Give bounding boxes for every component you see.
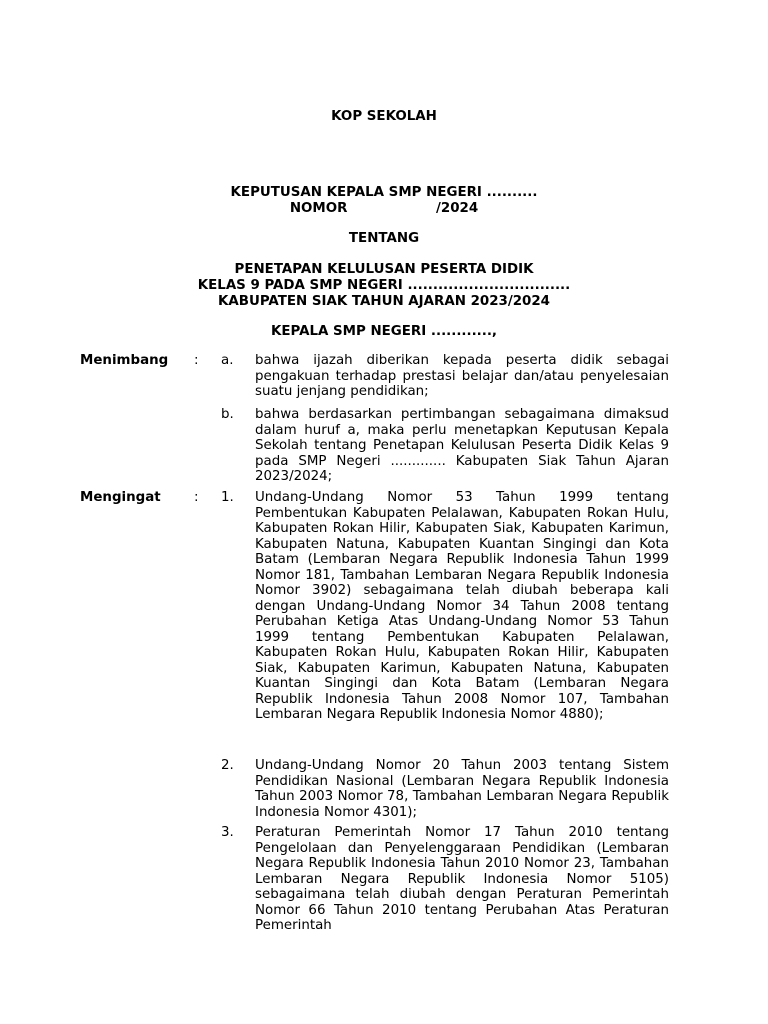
recalling-item-3-text: Peraturan Pemerintah Nomor 17 Tahun 2010 tentang Pengelolaan dan Penyelenggaraan Pendidikan (Lembaran Negara Republik Indonesia Tahun 2010 Nomor 23, Tambahan Lembaran Negara Republik Indonesia Nomor 5105) sebagaimana telah diubah dengan Peraturan Pemerintah Nomor 66 Tahun 2010 tentang Perubahan Atas Peraturan Pemerintah [255,825,669,933]
considering-item-a-marker: a. [221,353,234,368]
decree-subject-line2: KELAS 9 PADA SMP NEGERI ................................ [197,278,571,293]
considering-label: Menimbang [80,353,169,368]
decree-issuer: KEPALA SMP NEGERI ............, [270,324,498,339]
letterhead: KOP SEKOLAH [331,109,437,124]
decree-subject-line3: KABUPATEN SIAK TAHUN AJARAN 2023/2024 [218,294,550,309]
considering-item-b-marker: b. [221,407,234,422]
recalling-item-1-text: Undang-Undang Nomor 53 Tahun 1999 tentang Pembentukan Kabupaten Pelalawan, Kabupaten Rokan Hulu, Kabupaten Rokan Hilir, Kabupaten Siak, Kabupaten Karimun, Kabupaten Natuna, Kabupaten Kuantan Singingi dan Kota Batam (Lembaran Negara Republik Indonesia Tahun 1999 Nomor 181, Tambahan Lembaran Negara Republik Indonesia Nomor 3902) sebagaimana telah diubah beberapa kali dengan Undang-Undang Nomor 34 Tahun 2008 tentang Perubahan Ketiga Atas Undang-Undang Nomor 53 Tahun 1999 tentang Pembentukan Kabupaten Pelalawan, Kabupaten Rokan Hulu, Kabupaten Rokan Hilir, Kabupaten Siak, Kabupaten Karimun, Kabupaten Natuna, Kabupaten Kuantan Singingi dan Kota Batam (Lembaran Negara Republik Indonesia Tahun 2008 Nomor 107, Tambahan Lembaran Negara Republik Indonesia Nomor 4880); [255,490,669,722]
recalling-label: Mengingat [80,490,161,505]
considering-item-a-text: bahwa ijazah diberikan kepada peserta didik sebagai pengakuan terhadap prestasi belajar dan/atau penyelesaian suatu jenjang pendidikan; [255,353,669,399]
decree-title: KEPUTUSAN KEPALA SMP NEGERI .......... [230,185,538,200]
considering-colon: : [194,353,199,368]
considering-item-b-text: bahwa berdasarkan pertimbangan sebagaimana dimaksud dalam huruf a, maka perlu menetapkan Keputusan Kepala Sekolah tentang Penetapan Kelulusan Peserta Didik Kelas 9 pada SMP Negeri ............. Kabupaten Siak Tahun Ajaran 2023/2024; [255,407,669,484]
recalling-item-2-marker: 2. [221,758,234,773]
decree-about: TENTANG [348,231,420,246]
recalling-colon: : [194,490,199,505]
recalling-item-1-marker: 1. [221,490,234,505]
recalling-item-3-marker: 3. [221,825,234,840]
decree-subject-line1: PENETAPAN KELULUSAN PESERTA DIDIK [234,262,534,277]
decree-number: NOMOR /2024 [289,201,479,216]
recalling-item-2-text: Undang-Undang Nomor 20 Tahun 2003 tentang Sistem Pendidikan Nasional (Lembaran Negara Republik Indonesia Tahun 2003 Nomor 78, Tambahan Lembaran Negara Republik Indonesia Nomor 4301); [255,758,669,820]
